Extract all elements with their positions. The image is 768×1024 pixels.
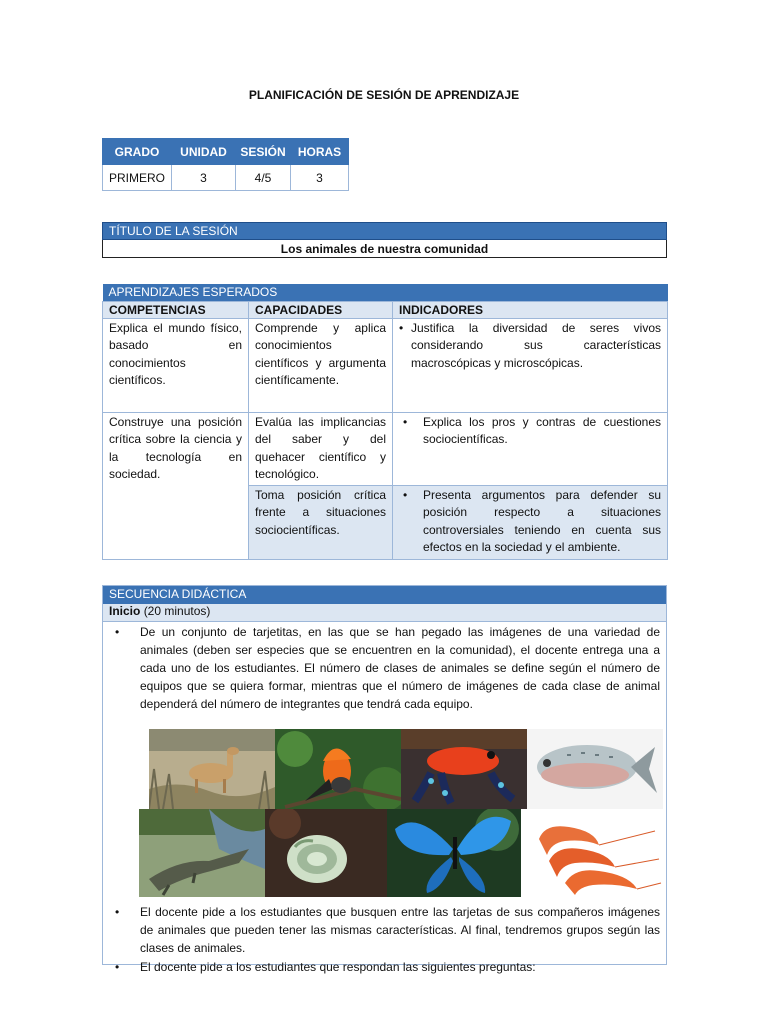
secuencia-didactica-section	[102, 585, 667, 974]
snake-icon	[265, 809, 387, 897]
unidad-header: UNIDAD	[172, 139, 236, 165]
capacidad-cell: Comprende y aplica conocimientos científicos y argumenta científicamente.	[249, 318, 393, 412]
item-text: El docente pide a los estudiantes que respondan las siguientes preguntas:	[140, 960, 536, 974]
snake-photo	[265, 809, 387, 897]
capacidades-header: CAPACIDADES	[249, 301, 393, 318]
document-title: PLANIFICACIÓN DE SESIÓN DE APRENDIZAJE	[248, 88, 520, 102]
bullet: •	[115, 625, 120, 639]
inicio-label: Inicio	[109, 604, 141, 618]
list-item	[113, 958, 660, 976]
competencia-cell: Construye una posición crítica sobre la ciencia y la tecnología en sociedad.	[103, 412, 249, 559]
item-text: De un conjunto de tarjetitas, en las que se han pegado las imágenes de una variedad de animales (deben ser especies que se encuentren en la comunidad), el docente entrega una a cada uno de los estudiantes. El número de clases de animales se define según el número de equipos que se quiera formar, mientras que el número de imágenes de cada clase de animal dependerá del número de integrantes que tendrá cada equipo.	[140, 625, 660, 711]
competencias-header: COMPETENCIAS	[103, 301, 249, 318]
indicador-text: Presenta argumentos para defender su posición respecto a situaciones controversiales teniendo en cuenta sus efectos en la sociedad y el ambiente.	[423, 487, 662, 554]
bullet: •	[403, 414, 408, 429]
cock-of-the-rock-photo	[275, 729, 401, 809]
crocodile-photo	[139, 809, 265, 897]
fish-icon	[527, 729, 663, 809]
grado-value: PRIMERO	[103, 165, 172, 191]
bird-icon	[275, 729, 401, 809]
titulo-sesion-value: Los animales de nuestra comunidad	[103, 240, 667, 258]
unidad-value: 3	[172, 165, 236, 191]
aprendizajes-label: APRENDIZAJES ESPERADOS	[103, 284, 668, 301]
sesion-value: 4/5	[236, 165, 291, 191]
grado-table	[102, 138, 349, 191]
indicadores-header: INDICADORES	[393, 301, 668, 318]
list-item	[113, 903, 660, 957]
sesion-header: SESIÓN	[236, 139, 291, 165]
horas-header: HORAS	[291, 139, 349, 165]
blue-morpho-photo	[387, 809, 521, 897]
indicador-cell	[393, 412, 668, 485]
indicador-cell	[393, 318, 668, 412]
titulo-sesion-table	[102, 222, 667, 258]
titulo-sesion-label: TÍTULO DE LA SESIÓN	[103, 223, 667, 240]
aprendizajes-table	[102, 284, 668, 560]
inicio-row	[103, 604, 666, 622]
list-item	[113, 623, 660, 713]
grado-header: GRADO	[103, 139, 172, 165]
indicador-text: Explica los pros y contras de cuestiones sociocientíficas.	[423, 414, 662, 446]
indicador-cell	[393, 485, 668, 559]
bullet: •	[115, 905, 120, 919]
crocodile-icon	[139, 809, 265, 897]
animal-photo-grid	[139, 729, 663, 897]
competencia-cell: Explica el mundo físico, basado en conocimientos científicos.	[103, 318, 249, 412]
poison-dart-frog-photo	[401, 729, 527, 809]
vicuna-photo	[149, 729, 275, 809]
capacidad-cell: Evalúa las implicancias del saber y del quehacer científico y tecnológico.	[249, 412, 393, 485]
bullet: •	[403, 487, 408, 502]
vicuna-icon	[149, 729, 275, 809]
shrimp-icon	[525, 809, 663, 897]
horas-value: 3	[291, 165, 349, 191]
item-text: El docente pide a los estudiantes que busquen entre las tarjetas de sus compañeros imágenes de animales que pueden tener las mismas características. Al final, tendremos grupos según las clases de animales.	[140, 905, 660, 955]
inicio-time: (20 minutos)	[143, 604, 211, 618]
secuencia-label: SECUENCIA DIDÁCTICA	[103, 586, 666, 604]
shrimp-photo	[525, 809, 663, 897]
indicador-text: Justifica la diversidad de seres vivos considerando sus características macroscópicas y microscópicas.	[411, 320, 662, 370]
trout-photo	[527, 729, 663, 809]
bullet: •	[115, 960, 120, 974]
frog-icon	[401, 729, 527, 809]
bullet: •	[399, 320, 404, 335]
butterfly-icon	[387, 809, 521, 897]
capacidad-cell: Toma posición crítica frente a situaciones sociocientíficas.	[249, 485, 393, 559]
